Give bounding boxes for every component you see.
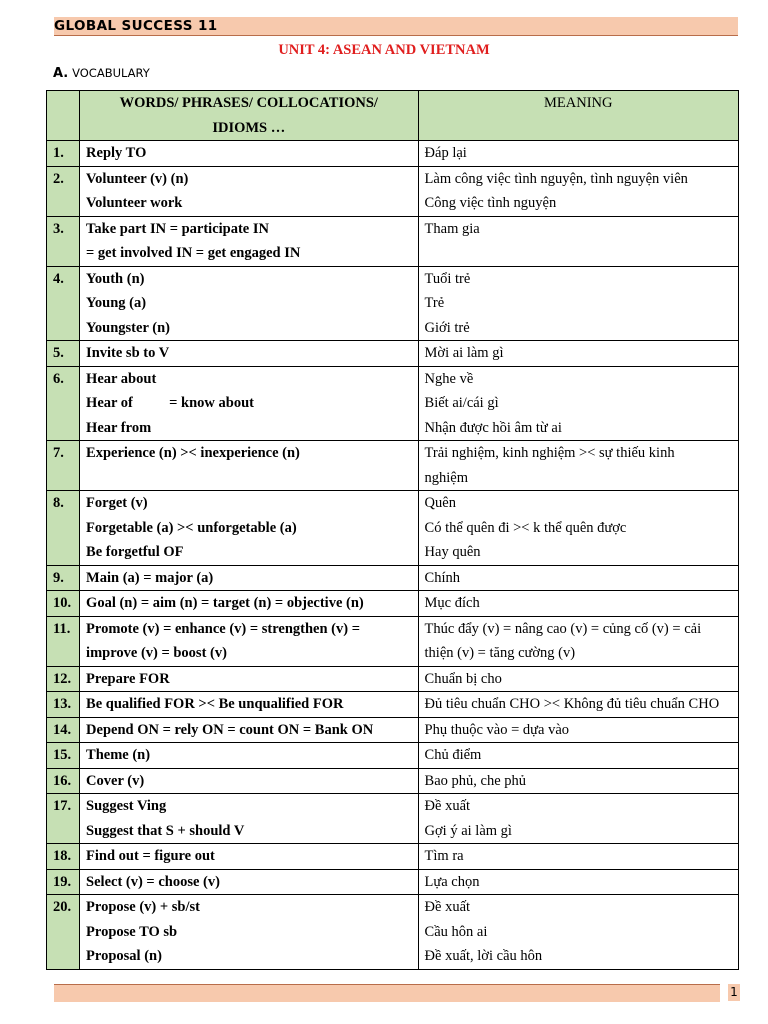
row-meaning-cell — [418, 266, 738, 341]
table-row — [47, 341, 739, 367]
word-line: Volunteer work — [86, 195, 183, 211]
row-meaning-cell — [418, 141, 738, 167]
meaning-line: Tham gia — [424, 220, 480, 237]
row-words-cell — [80, 216, 418, 266]
meaning-line: thiện (v) = tăng cường (v) — [424, 645, 576, 661]
table-body — [47, 141, 739, 970]
word-line: Volunteer (v) (n) — [86, 170, 189, 187]
row-words-cell — [80, 869, 418, 895]
word-line: Take part IN = participate IN — [86, 220, 269, 237]
row-number-cell — [47, 666, 80, 692]
row-number: 1. — [53, 145, 64, 161]
row-number-cell — [47, 717, 80, 743]
row-words-cell — [80, 616, 418, 666]
row-number: 13. — [53, 696, 72, 712]
row-number: 10. — [53, 595, 72, 611]
word-line: Forget (v) — [86, 495, 148, 511]
meaning-line: Nghe về — [424, 370, 474, 387]
row-words-cell — [80, 441, 418, 491]
row-number-cell — [47, 166, 80, 216]
footer-bar — [54, 984, 720, 1002]
meaning-line: Công việc tình nguyện — [424, 195, 557, 211]
row-number: 15. — [53, 747, 72, 763]
word-line: Proposal (n) — [86, 948, 162, 964]
header-meaning-cell — [418, 91, 738, 141]
word-line: Propose TO sb — [86, 923, 178, 940]
table-row — [47, 166, 739, 216]
row-number: 9. — [53, 569, 64, 586]
section-label: VOCABULARY — [72, 66, 150, 80]
row-meaning-cell — [418, 743, 738, 769]
word-line: Hear of = know about — [86, 395, 254, 411]
row-number-cell — [47, 844, 80, 870]
row-number: 12. — [53, 670, 72, 687]
row-words-cell — [80, 591, 418, 617]
row-number-cell — [47, 768, 80, 794]
table-row — [47, 591, 739, 617]
row-number-cell — [47, 366, 80, 441]
table-row — [47, 717, 739, 743]
row-meaning-cell — [418, 794, 738, 844]
row-words-cell — [80, 743, 418, 769]
word-line: Reply TO — [86, 145, 147, 161]
row-number-cell — [47, 565, 80, 591]
row-words-cell — [80, 895, 418, 970]
table-row — [47, 366, 739, 441]
row-words-cell — [80, 692, 418, 718]
row-number-cell — [47, 794, 80, 844]
row-number: 7. — [53, 445, 64, 461]
row-meaning-cell — [418, 768, 738, 794]
table-row — [47, 844, 739, 870]
row-meaning-cell — [418, 692, 738, 718]
word-line: Be qualified FOR >< Be unqualified FOR — [86, 696, 344, 712]
row-number-cell — [47, 895, 80, 970]
table-row — [47, 743, 739, 769]
meaning-line: nghiệm — [424, 469, 469, 486]
row-words-cell — [80, 768, 418, 794]
row-number: 3. — [53, 220, 64, 237]
row-words-cell — [80, 666, 418, 692]
word-line: Main (a) = major (a) — [86, 569, 214, 586]
row-number: 17. — [53, 798, 72, 814]
meaning-line: Có thể quên đi >< k thể quên được — [424, 519, 627, 536]
row-number-cell — [47, 491, 80, 566]
section-heading — [53, 66, 150, 81]
meaning-line: Trải nghiệm, kinh nghiệm >< sự thiếu kinh — [424, 445, 675, 461]
row-number: 2. — [53, 170, 64, 187]
table-row — [47, 441, 739, 491]
word-line: Propose (v) + sb/st — [86, 899, 200, 915]
word-line: Suggest Ving — [86, 798, 167, 814]
table-row — [47, 869, 739, 895]
meaning-line: Làm công việc tình nguyện, tình nguyện viên — [424, 170, 688, 187]
word-line: Find out = figure out — [86, 848, 215, 864]
row-meaning-cell — [418, 666, 738, 692]
row-words-cell — [80, 141, 418, 167]
table-row — [47, 692, 739, 718]
row-number: 18. — [53, 848, 72, 864]
meaning-line: Đề xuất, lời cầu hôn — [424, 948, 543, 964]
row-words-cell — [80, 341, 418, 367]
row-number-cell — [47, 216, 80, 266]
header-bar — [54, 17, 738, 36]
table-row — [47, 216, 739, 266]
meaning-line: Phụ thuộc vào = dựa vào — [424, 721, 570, 738]
header-title: GLOBAL SUCCESS 11 — [54, 18, 218, 34]
row-words-cell — [80, 794, 418, 844]
table-row — [47, 895, 739, 970]
word-line: Young (a) — [86, 295, 147, 311]
table-row — [47, 794, 739, 844]
row-number: 4. — [53, 270, 64, 287]
table-row — [47, 616, 739, 666]
row-words-cell — [80, 266, 418, 341]
row-words-cell — [80, 565, 418, 591]
table-row — [47, 565, 739, 591]
word-line: Youngster (n) — [86, 319, 170, 336]
row-number: 20. — [53, 899, 72, 915]
meaning-line: Bao phủ, che phủ — [424, 772, 527, 789]
word-line: = get involved IN = get engaged IN — [86, 245, 301, 261]
meaning-line: Biết ai/cái gì — [424, 395, 499, 411]
meaning-line: Đề xuất — [424, 899, 471, 915]
meaning-line: Mục đích — [424, 595, 480, 611]
row-meaning-cell — [418, 366, 738, 441]
row-number-cell — [47, 616, 80, 666]
meaning-line: Chủ điểm — [424, 747, 482, 763]
header-words-cell — [80, 91, 418, 141]
row-words-cell — [80, 366, 418, 441]
section-letter: A. — [53, 66, 69, 81]
row-number: 11. — [53, 620, 71, 637]
unit-title: UNIT 4: ASEAN AND VIETNAM — [278, 42, 490, 58]
header-words-line-2: IDIOMS … — [212, 119, 286, 136]
row-words-cell — [80, 166, 418, 216]
meaning-line: Lựa chọn — [424, 873, 480, 890]
meaning-line: Chuẩn bị cho — [424, 670, 502, 687]
word-line: Forgetable (a) >< unforgetable (a) — [86, 519, 297, 536]
table-row — [47, 266, 739, 341]
row-words-cell — [80, 491, 418, 566]
word-line: Cover (v) — [86, 772, 145, 789]
row-meaning-cell — [418, 216, 738, 266]
row-number: 16. — [53, 772, 72, 789]
word-line: Depend ON = rely ON = count ON = Bank ON — [86, 721, 374, 738]
word-line: Select (v) = choose (v) — [86, 873, 220, 890]
meaning-line: Chính — [424, 569, 460, 586]
meaning-line: Đáp lại — [424, 145, 467, 161]
meaning-line: Tìm ra — [424, 848, 464, 864]
meaning-line: Giới trẻ — [424, 319, 470, 336]
row-meaning-cell — [418, 565, 738, 591]
row-words-cell — [80, 844, 418, 870]
word-line: Experience (n) >< inexperience (n) — [86, 445, 300, 461]
row-meaning-cell — [418, 341, 738, 367]
word-line: Be forgetful OF — [86, 544, 184, 560]
row-meaning-cell — [418, 616, 738, 666]
word-line: Hear from — [86, 419, 152, 436]
row-meaning-cell — [418, 869, 738, 895]
meaning-line: Trẻ — [424, 295, 445, 311]
table-row — [47, 768, 739, 794]
row-number: 6. — [53, 370, 64, 387]
row-number: 19. — [53, 873, 72, 890]
row-number-cell — [47, 341, 80, 367]
meaning-line — [419, 241, 738, 266]
word-line: Youth (n) — [86, 270, 145, 287]
row-meaning-cell — [418, 844, 738, 870]
table-row — [47, 666, 739, 692]
vocabulary-table — [46, 90, 739, 970]
row-number-cell — [47, 591, 80, 617]
meaning-line: Mời ai làm gì — [424, 345, 504, 361]
meaning-line: Cầu hôn ai — [424, 923, 488, 940]
row-number-cell — [47, 141, 80, 167]
word-line: Goal (n) = aim (n) = target (n) = objective (n) — [86, 595, 364, 611]
meaning-line: Gợi ý ai làm gì — [424, 822, 512, 839]
row-number: 8. — [53, 495, 64, 511]
row-number-cell — [47, 266, 80, 341]
word-line: Suggest that S + should V — [86, 822, 245, 839]
row-number-cell — [47, 743, 80, 769]
word-line: Prepare FOR — [86, 670, 170, 687]
word-line: Invite sb to V — [86, 345, 170, 361]
row-number-cell — [47, 869, 80, 895]
header-meaning-label: MEANING — [544, 95, 613, 111]
row-meaning-cell — [418, 166, 738, 216]
meaning-line: Nhận được hồi âm từ ai — [424, 419, 562, 436]
row-meaning-cell — [418, 491, 738, 566]
word-line: improve (v) = boost (v) — [86, 645, 227, 661]
row-words-cell — [80, 717, 418, 743]
table-header-row — [47, 91, 739, 141]
meaning-line: Quên — [424, 495, 456, 511]
table-row — [47, 141, 739, 167]
row-meaning-cell — [418, 895, 738, 970]
row-number: 14. — [53, 721, 72, 738]
meaning-line: Thúc đẩy (v) = nâng cao (v) = củng cố (v) = cải — [424, 620, 702, 637]
row-meaning-cell — [418, 591, 738, 617]
header-words-line-1: WORDS/ PHRASES/ COLLOCATIONS/ — [119, 95, 378, 111]
header-number-cell — [47, 91, 80, 141]
meaning-line: Đủ tiêu chuẩn CHO >< Không đủ tiêu chuẩn CHO — [424, 696, 720, 712]
row-meaning-cell — [418, 717, 738, 743]
meaning-line: Đề xuất — [424, 798, 471, 814]
row-number-cell — [47, 692, 80, 718]
row-number: 5. — [53, 345, 64, 361]
word-line: Theme (n) — [86, 747, 151, 763]
row-meaning-cell — [418, 441, 738, 491]
table-row — [47, 491, 739, 566]
meaning-line: Hay quên — [424, 544, 481, 560]
meaning-line: Tuổi trẻ — [424, 270, 471, 287]
page-number: 1 — [728, 984, 740, 1001]
word-line: Promote (v) = enhance (v) = strengthen (v) = — [86, 620, 360, 637]
row-number-cell — [47, 441, 80, 491]
word-line: Hear about — [86, 370, 157, 387]
word-line — [80, 466, 417, 491]
